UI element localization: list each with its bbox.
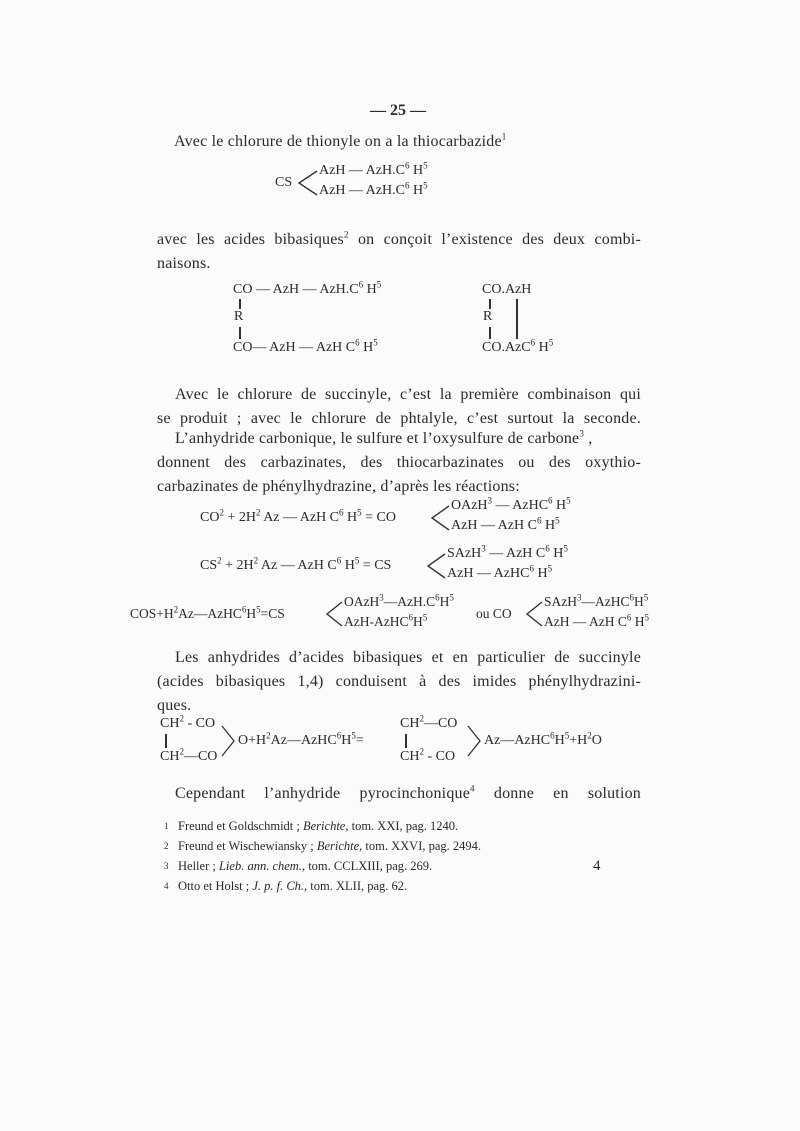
eq3-lhs: $COS+H^2Az—AzHC^6H^5=CS$ — [130, 604, 285, 621]
eq2-lhs: $CS^2 + 2H^2$ Az — AzH $C^6$ $H^5$ = CS — [200, 555, 392, 573]
chevron-right — [466, 724, 482, 758]
paragraph-2 — [157, 228, 641, 276]
eq3-top-2: $SAzH^3—AzHC^6H^5$ — [544, 592, 649, 609]
paragraph-3-line-2: se produit ; avec le chlorure de phtalyle, c’est surtout la seconde. — [157, 410, 641, 427]
footnote-3: 3 Heller ; Lieb. ann. chem., tom. CCLXIII, pag. 269. — [164, 859, 433, 873]
eq1-bottom: AzH — AzH $C^6$ $H^5$ — [451, 515, 560, 533]
bond-line — [239, 327, 241, 339]
f3-left-top: $CH^2$ - CO — [160, 713, 216, 731]
footnotes — [164, 816, 481, 896]
paragraph-5 — [157, 646, 641, 718]
eq3-top: $OAzH^3—AzH.C^6H^5$ — [344, 592, 454, 609]
chevron-bracket — [425, 550, 447, 582]
formula-cs: CS — [275, 175, 293, 190]
paragraph-5-line-1: Les anhydrides d’acides bibasiques et en particulier de succinyle — [175, 649, 641, 666]
paragraph-2-line-2: naisons. — [157, 255, 211, 272]
footnote-2: 2 Freund et Wischewiansky ; Berichte, tom. XXVI, pag. 2494. — [164, 839, 482, 853]
eq3-bottom: AzH-$AzHC^6H^5$ — [344, 612, 428, 629]
paragraph-2-line-1: avec les acides bibasiques$^2$ on conçoit l’existence des deux combi- — [157, 229, 641, 248]
equation-2 — [200, 543, 620, 586]
chevron-bracket — [295, 167, 319, 199]
bond-line — [405, 734, 407, 748]
bond-line — [489, 327, 491, 339]
paragraph-3 — [157, 383, 641, 431]
paragraph-5-line-3: ques. — [157, 697, 192, 714]
combo-left-r: R — [234, 309, 244, 324]
signature-mark: 4 — [593, 858, 601, 874]
paragraph-4-line-2: donnent des carbazinates, des thiocarbazinates ou des oxythio- — [157, 454, 641, 471]
combo-right-r: R — [483, 309, 493, 324]
bond-line — [516, 299, 518, 339]
paragraph-1 — [174, 130, 506, 154]
paragraph-6-line-1: Cependant l’anhydride pyrocinchonique$^4$ donne en solution — [175, 783, 641, 802]
formula-combinations — [233, 279, 593, 362]
paragraph-4-line-1: L’anhydride carbonique, le sulfure et l’oxysulfure de carbone$^3$ , — [175, 428, 593, 447]
footnote-4: 4 Otto et Holst ; J. p. f. Ch., tom. XLII, pag. 62. — [164, 879, 408, 893]
formula-thiocarbazide — [275, 160, 535, 203]
page-number: — 25 — — [370, 102, 426, 119]
formula-bottom-line: AzH — $AzH.C^6$ $H^5$ — [319, 180, 428, 198]
eq1-top: OAzH$^3$ — AzHC$^6$ $H^5$ — [451, 495, 571, 513]
chevron-bracket — [524, 598, 544, 630]
eq2-top: SAzH$^3$ — AzH $C^6$ $H^5$ — [447, 543, 568, 561]
eq3-or: ou CO — [476, 606, 512, 621]
f3-left-bottom: $CH^2—CO$ — [160, 746, 218, 764]
paragraph-4 — [157, 427, 641, 499]
f3-right-middle: $Az—AzHC^6H^5+H^2O$ — [484, 730, 602, 748]
bond-line — [489, 299, 491, 309]
formula-top-line: AzH — $AzH.C^6$ $H^5$ — [319, 160, 428, 178]
paragraph-3-line-1: Avec le chlorure de succinyle, c’est la première combinaison qui — [175, 386, 641, 403]
paragraph-6 — [157, 782, 641, 806]
equation-1 — [200, 495, 620, 538]
equation-3 — [130, 594, 670, 634]
chevron-bracket — [324, 598, 344, 630]
f3-right-top: $CH^2—CO$ — [400, 713, 458, 731]
footnote-1: 1 Freund et Goldschmidt ; Berichte, tom. XXI, pag. 1240. — [164, 819, 459, 833]
eq3-bottom-2: AzH — AzH $C^6$ $H^5$ — [544, 612, 649, 629]
footnote-ref-1: 1 — [501, 131, 507, 142]
paragraph-1-text: Avec le chlorure de thionyle on a la thiocarbazide — [174, 133, 502, 150]
f3-middle: $O+H^2Az—AzHC^6H^5=$ — [238, 730, 364, 748]
combo-right-bottom: CO.AzC$^6$ $H^5$ — [482, 337, 554, 355]
bond-line — [239, 299, 241, 309]
combo-left-top: CO — AzH — $AzH.C^6$ $H^5$ — [233, 279, 382, 297]
formula-succinyl-reaction — [160, 713, 650, 768]
eq1-lhs: $CO^2 + 2H^2$ Az — AzH $C^6$ $H^5$ = CO — [200, 507, 396, 525]
paragraph-4-line-3: carbazinates de phénylhydrazine, d’après les réactions: — [157, 478, 520, 495]
combo-left-bottom: CO— AzH — AzH $C^6$ $H^5$ — [233, 337, 378, 355]
eq2-bottom: AzH — AzHC$^6$ $H^5$ — [447, 563, 553, 581]
chevron-right — [220, 724, 236, 758]
paragraph-5-line-2: (acides bibasiques 1,4) conduisent à des imides phénylhydrazini- — [157, 673, 641, 690]
f3-right-bottom: $CH^2$ - CO — [400, 746, 456, 764]
chevron-bracket — [429, 502, 451, 534]
bond-line — [165, 734, 167, 748]
combo-right-top: CO.AzH — [482, 282, 532, 297]
